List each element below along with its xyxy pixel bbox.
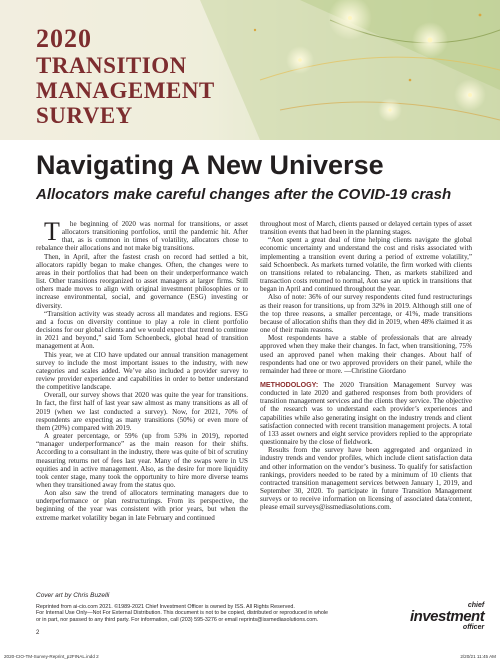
reprint-notice [36,604,396,623]
paragraph: Aon also saw the trend of allocators terminating managers due to underperformance or plan restructurings. From its perspective, the beginning of the year was consistent with prior years, but when the extreme market volatility began in late February and continued [36,489,248,522]
cover-art [0,0,500,140]
logo-line-1: chief [467,602,485,609]
methodology-text: The 2020 Transition Management Survey was conducted in late 2020 and gathered responses from both providers of transition management services and the clients they service. The objective of the research was to understand each provider’s experiences and capabilities while also generating insight on the industry trends and client satisfaction connected with recent transition management projects. A total of 133 asset owners and eight service providers replied to the appropriate questionnaire by the close of fieldwork. [260,380,472,447]
article-subhead: Allocators make careful changes after the COVID-19 crash [36,186,452,203]
article-headline: Navigating A New Universe [36,150,384,180]
cio-logo [410,602,484,631]
paragraph [36,217,248,253]
paragraph: This year, we at CIO have updated our annual transition management survey to include the most important issues to the industry, with new categories and scales added. We’ve also included a provider survey to review provider experience and capabilities in order to better understand the competitive landscape. [36,350,248,392]
cover-title-line-1: TRANSITION [36,53,187,78]
paragraph: Overall, our survey shows that 2020 was quite the year for transitions. In fact, the first half of last year saw almost as many transitions as all of 2019 (when we last conducted a survey). Now, for 2021, 70% of respondents are expecting as many transitions (50%) or even more of them (20%) compared with 2019. [36,391,248,432]
logo-line-3: officer [462,624,485,631]
cover-credit: Cover art by Chris Buzelli [36,592,110,599]
paragraph: Results from the survey have been aggregated and organized in industry trends and vendor profiles, which include client satisfaction data and other information on the vendor’s business. To qualify for satisfaction rankings, providers needed to be rated by a minimum of 10 clients that contracted transition management services between January 1, 2019, and September 30, 2020. To participate in future Transition Management surveys or to receive information on licensing of associated data/content, please email surveys@issmediasolutions.com. [260,446,472,512]
cover-title [36,26,215,127]
methodology-paragraph [260,381,472,446]
article-left-column [36,217,248,522]
print-slug-date: 2/20/21 11:45 AM [460,654,496,659]
paragraph: Then, in April, after the fastest crash on record had settled a bit, allocators rapidly began to make changes. Often, the changes were to areas in their portfolios that had been on their underperformance watch list. Other transitions reorganized to asset managers at larger firms. Still others made moves to align with original investment philosophies or to increase environmental, social, and governance (ESG) investing or diversity. [36,252,248,310]
paragraph: A greater percentage, or 59% (up from 53% in 2019), reported “manager underperformance” as the main reason for their shifts. According to a consultant in the industry, there was quite of bit of scrutiny measuring returns net of fees last year. Many of the swaps were in US equities and in active management. Also, as the desire for more liquidity took center stage, many took the opportunity to hire more diverse teams when they transitioned away from the status quo. [36,432,248,489]
paragraph: throughout most of March, clients paused or delayed certain types of asset transition events that had been in the planning stages. [260,220,472,237]
paragraph: Most respondents have a stable of professionals that are already approved when they make their changes. In fact, when transitioning, 75% used an approved panel when making their changes. About half of respondents had one or two approved providers on their panel, while the remainder had three or more. —Christine Giordano [260,334,472,375]
reprint-line: Reprinted from ai-cio.com 2021. ©1989-2021 Chief Investment Officer is owned by ISS. All Rights Reserved. [36,604,295,610]
logo-line-2: investment [410,608,485,625]
print-slug-file: 2020-CIO-TM-Survey-Reprint_p2FINAL.indd 2 [4,654,99,659]
drop-cap: T [44,217,60,246]
page-number: 2 [36,630,40,636]
paragraph-text: he beginning of 2020 was normal for transitions, or asset allocators transitioning portfolios, until the pandemic hit. After that, as is common in times of volatility, allocators chose to rebalance their allocations and not make big transitions. [36,220,248,253]
paragraph: Also of note: 36% of our survey respondents cited fund restructurings as their reason for transitions, up from 32% in 2019. Although still one of the top three reasons, a smaller percentage, or 41%, made transitions because of allocation shifts than they did in 2019, when 48% claimed it as one of their main reasons. [260,293,472,335]
reprint-line: For Internal Use Only—Not For External Distribution. This document is not to be copied, distributed or reproduced in whole [36,610,329,617]
cover-title-line-3: SURVEY [36,103,133,128]
paragraph: “Transition activity was steady across all mandates and regions. ESG and a focus on diversity continue to play a role in client portfolio decisions for our global clients and we would expect that trend to continue in 2021 and beyond,” said Tom Schoenbeck, global head of transition management at Aon. [36,309,248,351]
article-right-column [260,220,472,511]
methodology-label: METHODOLOGY: [260,380,319,389]
cover-year: 2020 [36,24,92,53]
cover-title-line-2: MANAGEMENT [36,78,215,103]
reprint-line: or in part, nor passed to any third party. For information, call (203) 595-3276 or email reprints@issmediasolutions.com. [36,616,319,623]
paragraph: “Aon spent a great deal of time helping clients navigate the global economic uncertainty and understand the cost and risks associated with implementing a transition event during a period of extreme volatility,” said Schoenbeck. As markets turned volatile, the firm worked with clients on transitions related to rebalancing. Then, as markets stabilized and transaction costs returned to normal, Aon saw an uptick in transitions that began in April and continued throughout the year. [260,236,472,294]
